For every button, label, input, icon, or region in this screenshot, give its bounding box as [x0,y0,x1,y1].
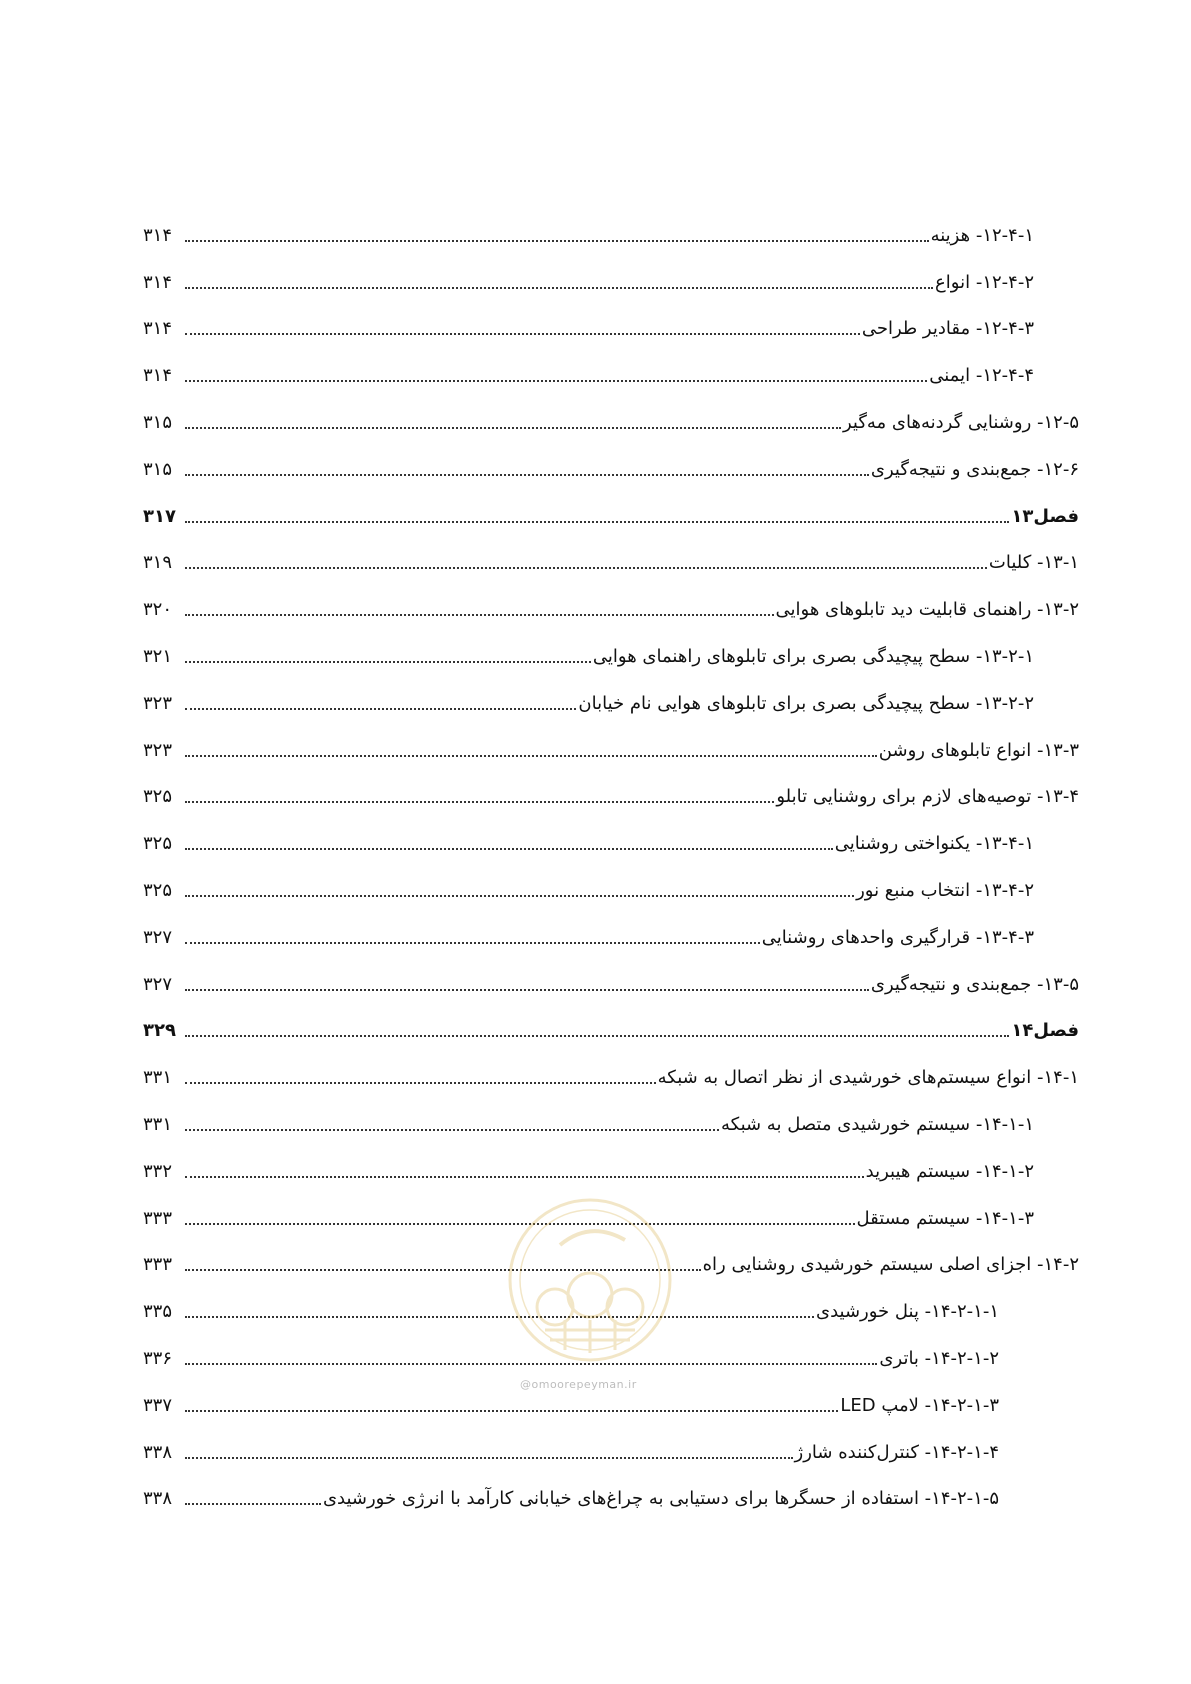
toc-title: ۱۳-۴-۱- یکنواختی روشنایی [834,833,1034,855]
dot-leader [185,942,760,944]
toc-page-number: ۳۳۵ [143,1301,173,1323]
dot-leader [185,240,929,242]
toc-title: ۱۳-۴-۲- انتخاب منبع نور [856,879,1034,901]
dot-leader [185,287,933,289]
toc-page-number: ۳۱۹ [143,552,173,574]
toc-title: ۱۲-۴-۴- ایمنی [929,365,1034,387]
toc-title: ۱۴-۲-۱-۴- کنترل‌کننده شارژ [794,1441,999,1463]
toc-page-number: ۳۱۴ [143,365,173,387]
dot-leader [185,1316,814,1318]
dot-leader [185,614,774,616]
toc-page-number: ۳۱۵ [143,411,173,433]
toc-title: ۱۳-۵- جمع‌بندی و نتیجه‌گیری [870,973,1079,995]
toc-title: ۱۴-۱-۳- سیستم مستقل [856,1207,1034,1229]
toc-page-number: ۳۳۸ [143,1488,173,1510]
toc-page-number: ۳۲۰ [143,599,173,621]
dot-leader [185,333,860,335]
dot-leader [185,755,877,757]
toc-chapter-row [143,494,1079,541]
dot-leader [185,801,774,803]
dot-leader [185,848,833,850]
toc-row [143,587,1079,634]
dot-leader [185,567,987,569]
toc-row [143,213,1079,260]
toc-row [143,1102,1079,1149]
toc-title: ۱۲-۶- جمع‌بندی و نتیجه‌گیری [870,458,1079,480]
dot-leader [185,708,576,710]
toc-chapter-row [143,1009,1079,1056]
dot-leader [185,1082,656,1084]
toc-page-number: ۳۳۳ [143,1254,173,1276]
toc-chapter-title: فصل۱۴ [1011,1020,1079,1042]
toc-row [143,634,1079,681]
toc-chapter-title: فصل۱۳ [1011,505,1079,527]
toc-page-number: ۳۱۴ [143,224,173,246]
dot-leader [185,1035,1009,1037]
toc-row [143,962,1079,1009]
dot-leader [185,427,841,429]
toc-row [143,681,1079,728]
toc-title: ۱۲-۵- روشنایی گردنه‌های مه‌گیر [842,411,1079,433]
toc-page-number: ۳۲۵ [143,879,173,901]
toc-page-number: ۳۱۴ [143,318,173,340]
toc-page-number: ۳۲۵ [143,833,173,855]
toc-title: ۱۳-۲-۲- سطح پیچیدگی بصری برای تابلوهای هوایی نام خیابان [578,692,1034,714]
toc-page-number: ۳۲۳ [143,692,173,714]
toc-title: ۱۴-۲- اجزای اصلی سیستم خورشیدی روشنایی راه [702,1254,1079,1276]
toc-row [143,728,1079,775]
toc-title: ۱۴-۱-۱- سیستم خورشیدی متصل به شبکه [720,1113,1034,1135]
toc-title: ۱۳-۲-۱- سطح پیچیدگی بصری برای تابلوهای راهنمای هوایی [592,645,1034,667]
toc-row [143,1430,1079,1477]
toc-page-number: ۳۲۵ [143,786,173,808]
dot-leader [185,895,854,897]
toc-row [143,307,1079,354]
toc-row [143,260,1079,307]
toc-title: ۱۴-۱- انواع سیستم‌های خورشیدی از نظر اتصال به شبکه [657,1067,1079,1089]
toc-row [143,868,1079,915]
toc-row [143,353,1079,400]
toc-page-number: ۳۳۱ [143,1067,173,1089]
toc-title: ۱۳-۴- توصیه‌های لازم برای روشنایی تابلو [776,786,1079,808]
toc-row [143,1149,1079,1196]
toc-page-number: ۳۲۳ [143,739,173,761]
dot-leader [185,1410,838,1412]
toc-row [143,1477,1079,1524]
dot-leader [185,380,927,382]
toc-page-number: ۳۳۸ [143,1441,173,1463]
dot-leader [185,661,591,663]
dot-leader [185,1129,719,1131]
toc-title: ۱۴-۱-۲- سیستم هیبرید [865,1160,1034,1182]
toc-title: ۱۳-۱- کلیات [988,552,1079,574]
toc-title: ۱۴-۲-۱-۵- استفاده از حسگرها برای دستیابی به چراغ‌های خیابانی کارآمد با انرژی خورشیدی [322,1488,999,1510]
toc-title: ۱۳-۳- انواع تابلوهای روشن [878,739,1079,761]
toc-title: ۱۳-۴-۳- قرارگیری واحدهای روشنایی [761,926,1034,948]
toc-page-number: ۳۳۲ [143,1160,173,1182]
toc-row [143,447,1079,494]
dot-leader [185,1503,321,1505]
toc-title: ۱۲-۴-۱- هزینه [930,224,1034,246]
toc-page-number: ۳۲۷ [143,926,173,948]
dot-leader [185,1176,864,1178]
toc-page-number: ۳۲۷ [143,973,173,995]
toc-row [143,775,1079,822]
toc-row [143,541,1079,588]
dot-leader [185,521,1009,523]
toc-page-number: ۳۳۷ [143,1394,173,1416]
dot-leader [185,1457,793,1459]
toc-page-number: ۳۱۵ [143,458,173,480]
dot-leader [185,989,869,991]
toc-title: ۱۴-۲-۱-۲- باتری [879,1347,999,1369]
toc-page-number: ۳۱۷ [143,505,176,527]
watermark-seal-logo [505,1195,675,1365]
toc-page-number: ۳۲۹ [143,1020,176,1042]
toc-title: ۱۲-۴-۲- انواع [935,271,1034,293]
dot-leader [185,474,869,476]
toc-page-number: ۳۳۶ [143,1347,173,1369]
toc-page-number: ۳۳۱ [143,1113,173,1135]
toc-title: ۱۳-۲- راهنمای قابلیت دید تابلوهای هوایی [775,599,1079,621]
toc-row [143,400,1079,447]
toc-row [143,915,1079,962]
toc-title: ۱۲-۴-۳- مقادیر طراحی [861,318,1034,340]
toc-page-number: ۳۲۱ [143,645,173,667]
toc-page-number: ۳۱۴ [143,271,173,293]
toc-row [143,1055,1079,1102]
toc-page-number: ۳۳۳ [143,1207,173,1229]
toc-title: ۱۴-۲-۱-۳- لامپ LED [840,1394,999,1416]
toc-title: ۱۴-۲-۱-۱- پنل خورشیدی [815,1301,999,1323]
toc-row [143,821,1079,868]
watermark-text: @omoorepeyman.ir [520,1378,637,1391]
